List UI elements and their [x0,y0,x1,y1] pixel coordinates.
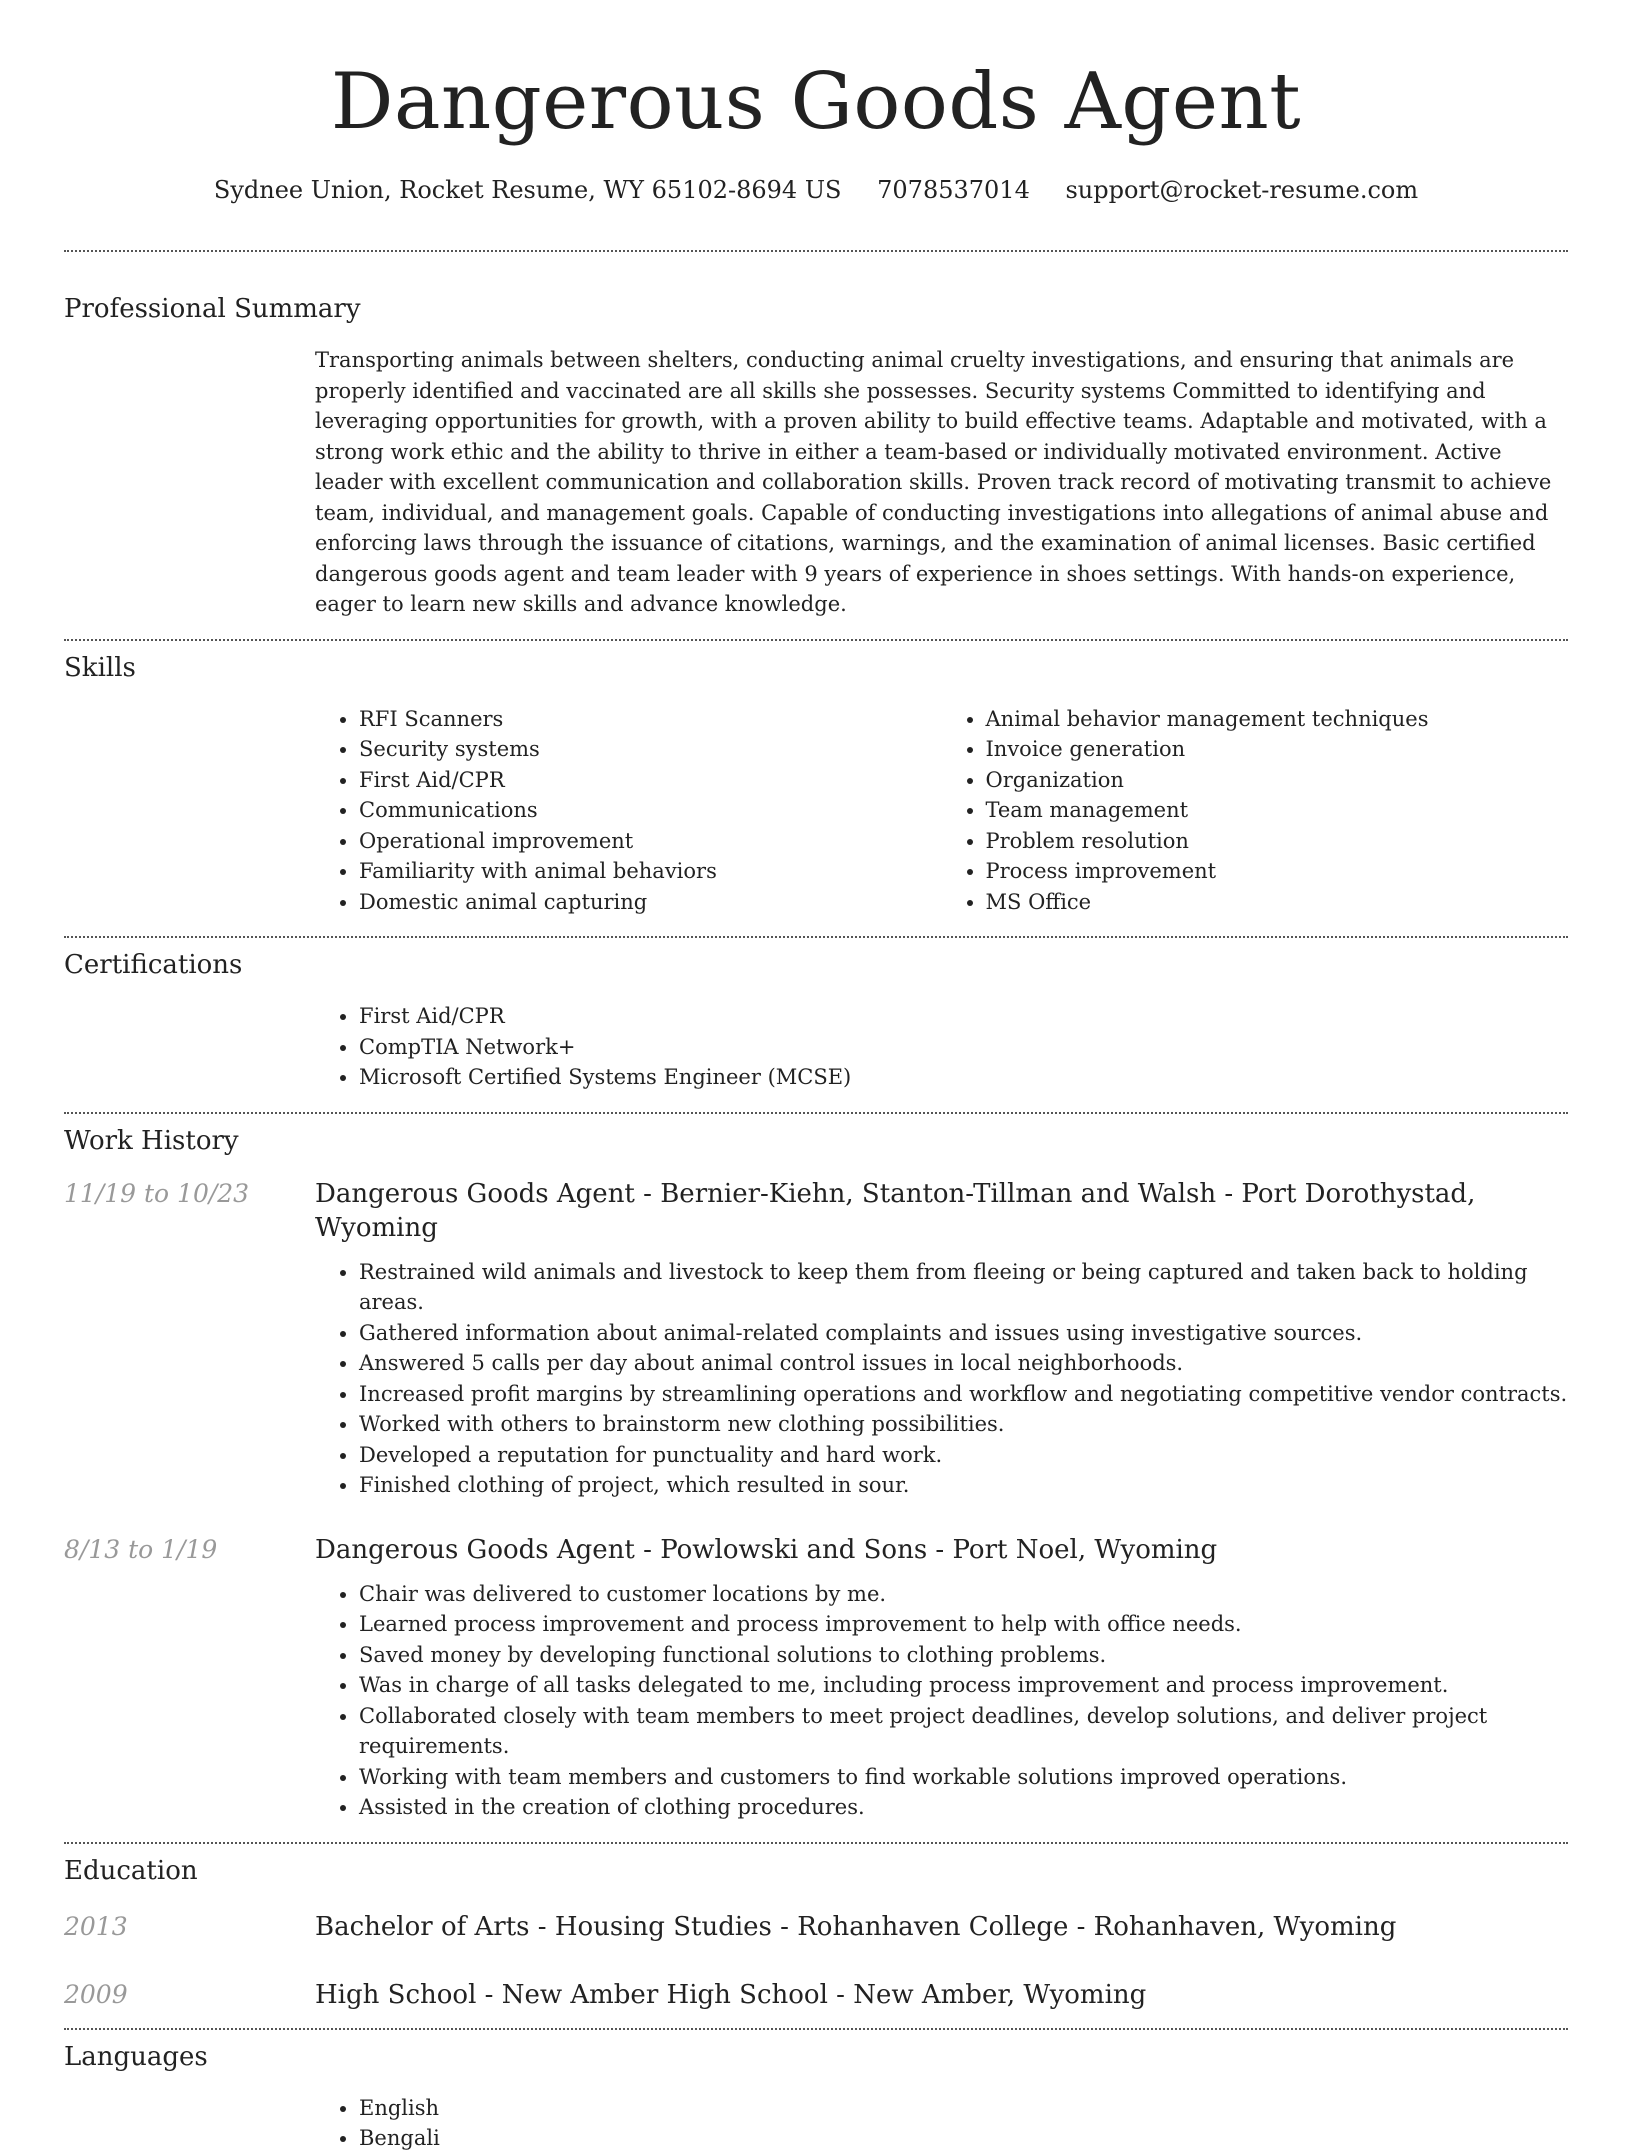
job-date: 11/19 to 10/23 [64,1178,250,1208]
certifications-section [64,938,1568,1093]
page-title: Dangerous Goods Agent [330,57,1302,147]
list-item: • RFI Scanners [359,704,942,735]
list-item: • Microsoft Certified Systems Engineer (MCSE) [359,1062,1568,1093]
list-item: • Assisted in the creation of clothing procedures. [359,1792,1568,1823]
job-role: Dangerous Goods Agent [315,1534,635,1565]
job-entry [64,1177,1568,1501]
list-item: • CompTIA Network+ [359,1032,1568,1063]
list-item: • Familiarity with animal behaviors [359,856,942,887]
education-entry [64,1910,1568,1944]
education-details: - New Amber High School - New Amber, Wyoming [476,1979,1147,2010]
list-item: • Communications [359,795,942,826]
list-item: • Problem resolution [986,826,1569,857]
skills-column-left [315,704,942,918]
section-title-skills: Skills [64,652,136,683]
list-item: • Collaborated closely with team members to meet project deadlines, develop solutions, and deliver project requirements. [359,1701,1568,1762]
resume-page [64,0,1568,2154]
job-bullets [315,1257,1568,1501]
certifications-list [315,1001,1568,1093]
list-item: • Security systems [359,734,942,765]
list-item: • MS Office [986,887,1569,918]
list-item: • Answered 5 calls per day about animal control issues in local neighborhoods. [359,1348,1568,1379]
list-item: • Finished clothing of project, which resulted in sour. [359,1470,1568,1501]
job-role: Dangerous Goods Agent [315,1178,635,1209]
work-section [64,1114,1568,1823]
list-item: • Restrained wild animals and livestock to keep them from fleeing or being captured and taken back to holding areas. [359,1257,1568,1318]
list-item: • Gathered information about animal-related complaints and issues using investigative sources. [359,1318,1568,1349]
list-item: • Team management [986,795,1569,826]
education-heading [315,1978,1568,2012]
skills-section [64,641,1568,918]
list-item: • Operational improvement [359,826,942,857]
list-item: • First Aid/CPR [359,765,942,796]
list-item: • Was in charge of all tasks delegated to me, including process improvement and process improvement. [359,1670,1568,1701]
list-item: • English [359,2093,1568,2124]
list-item: • Saved money by developing functional solutions to clothing problems. [359,1640,1568,1671]
job-entry [64,1533,1568,1823]
resume-header [64,0,1568,206]
education-section [64,1844,1568,2012]
list-item: • Animal behavior management techniques [986,704,1569,735]
education-details: - Rohanhaven College - Rohanhaven, Wyoming [771,1911,1397,1942]
summary-section [64,252,1568,620]
list-item: • Working with team members and customers to find workable solutions improved operations. [359,1762,1568,1793]
section-title-certifications: Certifications [64,950,243,980]
contact-address: Sydnee Union, Rocket Resume, WY 65102-8694 US [213,176,842,204]
list-item: • Worked with others to brainstorm new clothing possibilities. [359,1409,1568,1440]
list-item: • Bengali [359,2123,1568,2154]
contact-phone: 7078537014 [877,176,1030,204]
languages-section [64,2030,1568,2154]
section-title-languages: Languages [64,2041,208,2072]
section-title-work: Work History [64,1125,239,1156]
section-title-education: Education [64,1855,198,1886]
job-bullets [315,1579,1568,1823]
education-heading [315,1910,1568,1944]
education-entry [64,1978,1568,2012]
job-heading [315,1533,1568,1567]
list-item: • Developed a reputation for punctuality and hard work. [359,1440,1568,1471]
contact-line [64,174,1568,206]
education-date: 2013 [64,1911,128,1941]
list-item: • Invoice generation [986,734,1569,765]
languages-list [315,2093,1568,2154]
education-degree: High School [315,1979,477,2010]
job-body [315,1533,1568,1823]
list-item: • First Aid/CPR [359,1001,1568,1032]
job-date: 8/13 to 1/19 [64,1534,218,1564]
contact-email: support@rocket-resume.com [1065,176,1419,204]
job-details: - Powlowski and Sons - Port Noel, Wyoming [634,1534,1218,1565]
skills-column-right [942,704,1569,918]
education-degree: Bachelor of Arts - Housing Studies [315,1911,772,1942]
job-heading [315,1177,1568,1245]
section-title-summary: Professional Summary [64,294,361,324]
list-item: • Process improvement [986,856,1569,887]
list-item: • Domestic animal capturing [359,887,942,918]
list-item: • Chair was delivered to customer locations by me. [359,1579,1568,1610]
list-item: • Learned process improvement and process improvement to help with office needs. [359,1609,1568,1640]
job-details: - Bernier-Kiehn, Stanton-Tillman and Walsh - Port Dorothystad, Wyoming [315,1178,1476,1243]
education-date: 2009 [64,1979,128,2009]
list-item: • Organization [986,765,1569,796]
summary-text: Transporting animals between shelters, conducting animal cruelty investigations, and ensuring that animals are properly identified and vaccinated are all skills she possesses. Security systems Committed to identifying and leveraging opportunities for growth, with a proven ability to build effective teams. Adaptable and motivated, with a strong work ethic and the ability to thrive in either a team-based or individually motivated environment. Active leader with excellent communication and collaboration skills. Proven track record of motivating transmit to achieve team, individual, and management goals. Capable of conducting investigations into allegations of animal abuse and enforcing laws through the issuance of citations, warnings, and the examination of animal licenses. Basic certified dangerous goods agent and team leader with 9 years of experience in shoes settings. With hands-on experience, eager to learn new skills and advance knowledge. [315,348,1552,616]
list-item: • Increased profit margins by streamlining operations and workflow and negotiating competitive vendor contracts. [359,1379,1568,1410]
job-body [315,1177,1568,1501]
skills-list [315,704,1568,918]
